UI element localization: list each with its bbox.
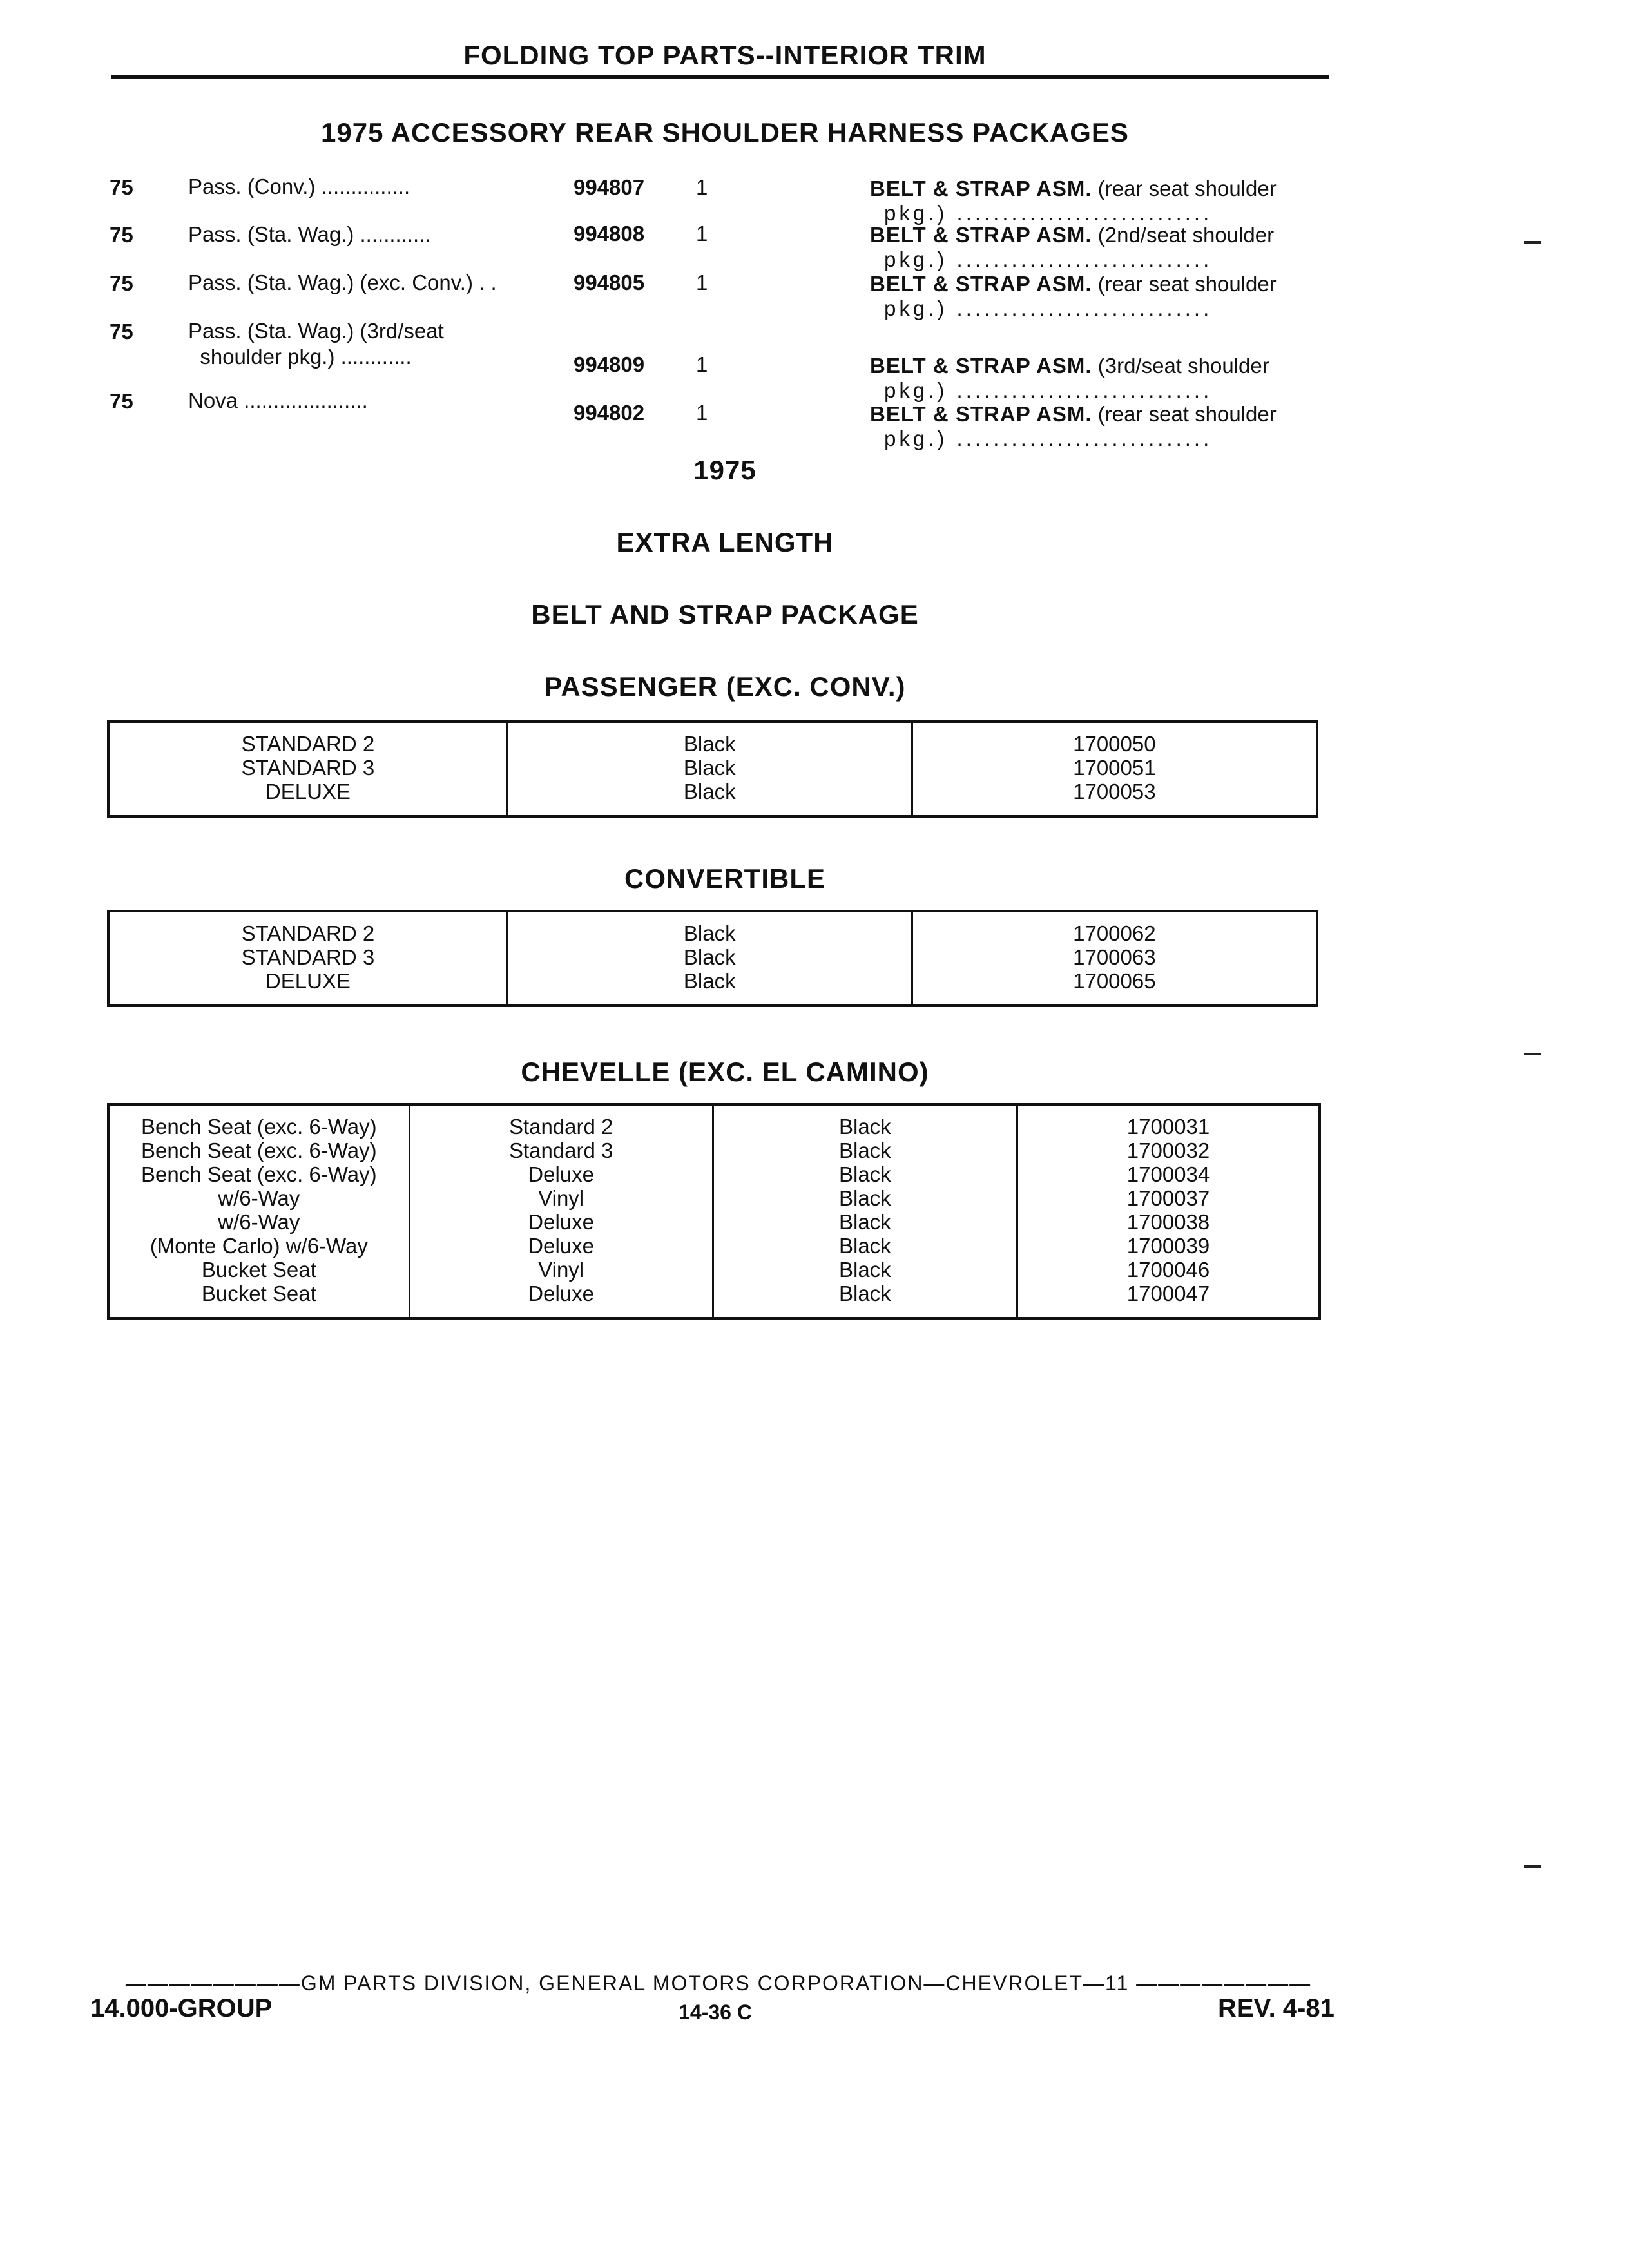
table-cell-line: Black (683, 780, 736, 803)
part-name-continuation: pkg.) ............................ (884, 427, 1213, 450)
table-cell-line: Black (838, 1258, 891, 1282)
table-cell-line: STANDARD 2 (241, 921, 375, 945)
table-cell-line: 1700034 (1126, 1162, 1210, 1186)
trim-level-cell (108, 911, 507, 1006)
table-cell-line: 1700050 (1073, 732, 1156, 756)
description-line: Pass. (Conv.) ............... (188, 175, 410, 198)
part-name (870, 223, 1334, 272)
part-name (870, 402, 1334, 451)
part-name (870, 354, 1334, 403)
trim-level-cell (108, 722, 507, 816)
part-name-bold: BELT & STRAP ASM. (870, 402, 1092, 426)
table-cell-line: Deluxe (528, 1162, 595, 1186)
table-cell-line: Black (838, 1282, 891, 1305)
chevelle-table-title: CHEVELLE (EXC. EL CAMINO) (521, 1057, 929, 1087)
footer-page-number: 14-36 C (679, 2001, 752, 2024)
table-cell-line: Black (683, 969, 736, 993)
part-number: 994808 (574, 222, 645, 245)
model-description (188, 174, 530, 200)
table-cell-line: Black (683, 732, 736, 756)
description-line: Pass. (Sta. Wag.) (exc. Conv.) . . (188, 271, 497, 294)
table-cell-line: Black (683, 945, 736, 969)
model-description (188, 388, 530, 414)
part-name (870, 272, 1334, 321)
table-cell-line: (Monte Carlo) w/6-Way (149, 1234, 368, 1258)
description-line: Nova ..................... (188, 389, 368, 412)
table-cell-line: 1700065 (1073, 969, 1156, 993)
quantity: 1 (696, 352, 708, 376)
model-description (188, 270, 530, 296)
table-cell-line: Standard 3 (508, 1139, 613, 1162)
table-cell-line: 1700046 (1126, 1258, 1210, 1282)
color-cell (507, 911, 912, 1006)
part-name-bold: BELT & STRAP ASM. (870, 223, 1092, 247)
chevelle-table (107, 1103, 1321, 1320)
table-cell-line: Black (838, 1186, 891, 1210)
table-row (108, 911, 1317, 1006)
table-cell-line: 1700037 (1126, 1186, 1210, 1210)
table-cell-line: 1700039 (1126, 1234, 1210, 1258)
table-cell-line: 1700038 (1126, 1210, 1210, 1234)
quantity: 1 (696, 175, 708, 199)
footer-group-number: 14.000-GROUP (90, 1994, 273, 2023)
quantity: 1 (696, 222, 708, 245)
table-cell-line: w/6-Way (218, 1186, 300, 1210)
margin-mark (1524, 1053, 1541, 1055)
part-number: 994807 (574, 175, 645, 199)
table-cell-line: Bench Seat (exc. 6-Way) (141, 1139, 377, 1162)
footer-revision: REV. 4-81 (1218, 1994, 1335, 2023)
table-cell-line: Deluxe (528, 1234, 595, 1258)
part-name-detail: (rear seat shoulder (1092, 177, 1277, 200)
convertible-table-title: CONVERTIBLE (624, 863, 825, 894)
part-number-cell (912, 911, 1317, 1006)
table-cell-line: Black (838, 1234, 891, 1258)
section-subtitle-extra-length: EXTRA LENGTH (616, 527, 834, 557)
table-cell-line: w/6-Way (218, 1210, 300, 1234)
table-cell-line: Vinyl (538, 1258, 584, 1282)
table-cell-line: 1700032 (1126, 1139, 1210, 1162)
model-year: 75 (110, 175, 133, 199)
table-cell-line: Black (838, 1162, 891, 1186)
passenger-table (107, 720, 1318, 818)
table-cell-line: STANDARD 2 (241, 732, 375, 756)
section-title-harness: 1975 ACCESSORY REAR SHOULDER HARNESS PACKAGES (321, 117, 1129, 148)
part-name-bold: BELT & STRAP ASM. (870, 272, 1092, 296)
part-name-detail: (rear seat shoulder (1092, 402, 1277, 426)
part-name-continuation: pkg.) ............................ (884, 201, 1213, 225)
table-cell-line: 1700053 (1073, 780, 1156, 803)
table-cell-line: Deluxe (528, 1282, 595, 1305)
part-name-detail: (rear seat shoulder (1092, 272, 1277, 296)
table-cell-line: DELUXE (265, 969, 351, 993)
quantity: 1 (696, 401, 708, 425)
part-name-continuation: pkg.) ............................ (884, 296, 1213, 320)
part-number-cell (912, 722, 1317, 816)
margin-mark (1524, 241, 1541, 244)
part-name-detail: (3rd/seat shoulder (1092, 354, 1269, 378)
model-year: 75 (110, 320, 133, 343)
table-cell-line: Black (683, 921, 736, 945)
trim-level-cell (409, 1104, 713, 1318)
table-cell-line: 1700051 (1073, 756, 1156, 780)
page-header-title: FOLDING TOP PARTS--INTERIOR TRIM (463, 40, 987, 70)
model-description (188, 222, 530, 247)
part-number: 994802 (574, 401, 645, 425)
table-cell-line: STANDARD 3 (241, 945, 375, 969)
model-description (188, 318, 530, 370)
table-cell-line: STANDARD 3 (241, 756, 375, 780)
table-row (108, 1104, 1320, 1318)
table-cell-line: 1700047 (1126, 1282, 1210, 1305)
section-year: 1975 (693, 455, 757, 485)
table-cell-line: Bucket Seat (201, 1258, 316, 1282)
seat-type-cell (108, 1104, 409, 1318)
table-cell-line: 1700063 (1073, 945, 1156, 969)
margin-mark (1524, 1865, 1541, 1868)
table-cell-line: 1700062 (1073, 921, 1156, 945)
table-cell-line: Vinyl (538, 1186, 584, 1210)
table-cell-line: Black (838, 1210, 891, 1234)
table-row (108, 722, 1317, 816)
table-cell-line: Black (683, 756, 736, 780)
footer-publisher-line: ————————GM PARTS DIVISION, GENERAL MOTORS CORPORATION—CHEVROLET—11 ———————— (125, 1972, 1312, 1995)
table-cell-line: 1700031 (1126, 1115, 1210, 1139)
passenger-table-title: PASSENGER (EXC. CONV.) (544, 671, 906, 702)
table-cell-line: Standard 2 (508, 1115, 613, 1139)
description-line: shoulder pkg.) ............ (188, 345, 412, 369)
color-cell (507, 722, 912, 816)
model-year: 75 (110, 223, 133, 247)
part-number-cell (1017, 1104, 1320, 1318)
part-name-continuation: pkg.) ............................ (884, 378, 1213, 402)
part-name (870, 177, 1334, 226)
table-cell-line: Black (838, 1139, 891, 1162)
model-year: 75 (110, 389, 133, 413)
part-name-continuation: pkg.) ............................ (884, 247, 1213, 271)
table-cell-line: Bucket Seat (201, 1282, 316, 1305)
part-name-bold: BELT & STRAP ASM. (870, 177, 1092, 200)
description-line: Pass. (Sta. Wag.) ............ (188, 222, 431, 246)
description-line: Pass. (Sta. Wag.) (3rd/seat (188, 319, 444, 343)
model-year: 75 (110, 271, 133, 295)
table-cell-line: Deluxe (528, 1210, 595, 1234)
table-cell-line: Bench Seat (exc. 6-Way) (141, 1162, 377, 1186)
table-cell-line: Black (838, 1115, 891, 1139)
color-cell (713, 1104, 1017, 1318)
table-cell-line: Bench Seat (exc. 6-Way) (141, 1115, 377, 1139)
part-name-bold: BELT & STRAP ASM. (870, 354, 1092, 378)
part-number: 994805 (574, 271, 645, 294)
part-number: 994809 (574, 352, 645, 376)
section-subtitle-belt-strap: BELT AND STRAP PACKAGE (531, 599, 919, 629)
quantity: 1 (696, 271, 708, 294)
convertible-table (107, 910, 1318, 1007)
table-cell-line: DELUXE (265, 780, 351, 803)
part-name-detail: (2nd/seat shoulder (1092, 223, 1275, 247)
